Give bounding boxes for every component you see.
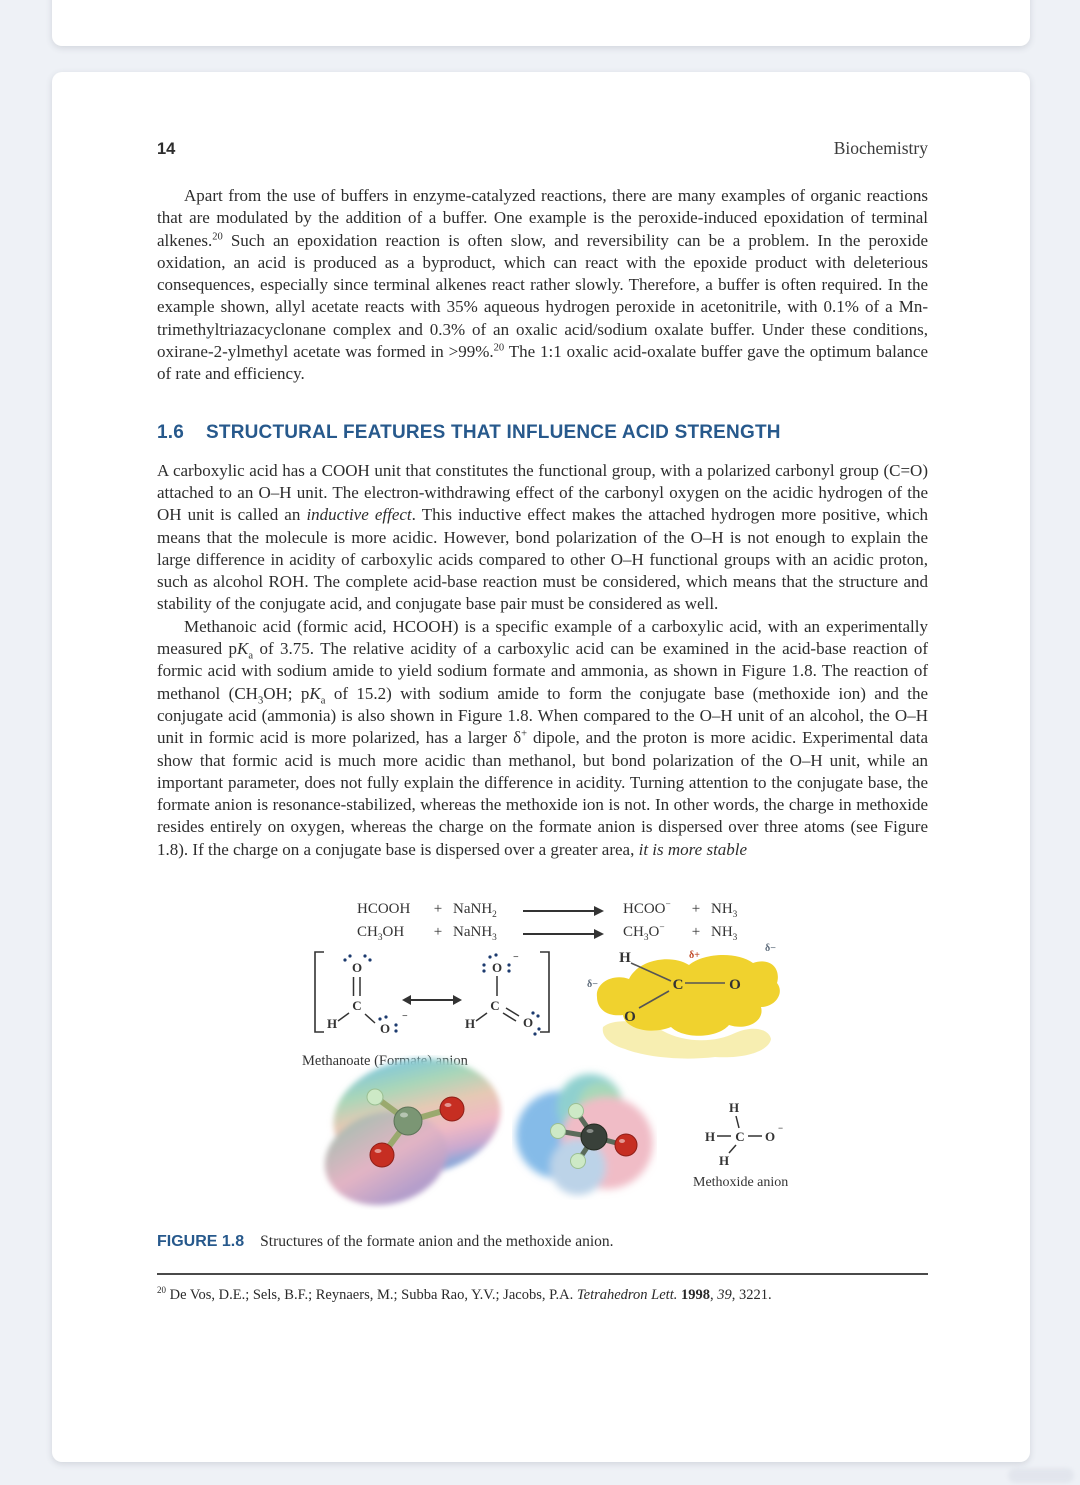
atom-c-label: C <box>735 1129 745 1145</box>
delta-minus-label: δ− <box>587 979 598 991</box>
charge-minus: − <box>402 1011 408 1023</box>
page-content <box>52 72 1030 1304</box>
atom-o-label: O <box>522 1015 534 1031</box>
formate-resonance-diagram <box>307 947 557 1047</box>
oxygen-atom <box>370 1143 394 1167</box>
equation-reagent: NaNH$_2$ <box>453 901 497 921</box>
plus-sign: + <box>433 901 443 918</box>
atom-h-label: H <box>619 950 631 967</box>
delta-minus-label: δ− <box>765 943 776 955</box>
figure-1-8-artwork <box>157 875 928 1227</box>
equation-product: HCOO− <box>623 900 671 918</box>
atom-c-label: C <box>490 998 500 1014</box>
watermark <box>1008 1468 1074 1483</box>
atom-c-label: C <box>672 977 684 994</box>
equation-coproduct: $NH_3$ <box>711 924 738 944</box>
atom-h-label: H <box>718 1153 730 1169</box>
atom-h-label: H <box>326 1016 338 1032</box>
figure-caption-label: FIGURE 1.8 <box>157 1233 245 1251</box>
figure-caption <box>157 1233 928 1251</box>
paragraph: Apart from the use of buffers in enzyme-catalyzed reactions, there are many examples of organic reactions that are modulated by the addition of a buffer. One example is the peroxide-induced epoxidation of terminal alkenes.$^{20}$ Such an epoxidation reaction is often slow, and reversibility can be a problem. In the peroxide oxidation, an acid is produced as a byproduct, which can react with the epoxide product with deleterious consequences, especially since terminal alkenes react rather slowly. Therefore, a buffer is often required. In the example shown, allyl acetate reacts with 35% aqueous hydrogen peroxide in acetonitrile, with 0.1% of a Mn-trimethyltriazacyclonane complex and 0.3% of an oxalic acid/sodium oxalate buffer. Under these conditions, oxirane-2-ylmethyl acetate was formed in >99%.$^{20}$ The 1:1 oxalic acid-oxalate buffer gave the optimum balance of rate and efficiency. <box>157 186 928 384</box>
page-number: 14 <box>157 140 176 158</box>
atom-o-label: O <box>351 960 363 976</box>
atom-c-label: C <box>352 998 362 1014</box>
charge-minus: − <box>513 952 519 964</box>
equation-row <box>357 901 761 924</box>
section-heading <box>157 422 928 444</box>
oxygen-atom <box>440 1097 464 1121</box>
oxygen-atom <box>615 1134 637 1156</box>
methoxide-caption: Methoxide anion <box>693 1175 789 1191</box>
atom-o-label: O <box>624 1009 636 1026</box>
equation-coproduct: $NH_3$ <box>711 901 738 921</box>
atom-o-label: O <box>379 1021 391 1037</box>
previous-page-edge <box>52 0 1030 46</box>
paragraph-block-1 <box>157 185 928 386</box>
atom-h-label: H <box>728 1100 740 1116</box>
hydrogen-atom <box>551 1124 566 1139</box>
formate-polarization-model <box>585 935 785 1070</box>
equation-reactant: HCOOH <box>357 901 411 918</box>
paragraph: A carboxylic acid has a COOH unit that constitutes the functional group, with a polarized carbonyl group (C=O) attached to an O–H unit. The electron-withdrawing effect of the carbonyl oxygen on the acidic hydrogen of the OH unit is called an inductive effect. This inductive effect makes the attached hydrogen more positive, which means that the molecule is more acidic. However, bond polarization of the O–H is not enough to explain the large difference in acidity of carboxylic acids compared to other O–H functional groups with an acidic proton, such as alcohol ROH. The complete acid-base reaction must be considered, which means that the structure and stability of the conjugate acid, and conjugate base pair must be considered as well. <box>157 460 929 614</box>
formate-esp-map <box>320 1055 505 1210</box>
equation-reagent: NaNH$_3$ <box>453 924 497 944</box>
plus-sign: + <box>433 924 443 941</box>
charge-minus: − <box>778 1123 784 1134</box>
methoxide-structure <box>700 1095 795 1173</box>
carbon-atom <box>394 1107 422 1135</box>
atom-h-label: H <box>704 1129 716 1145</box>
delta-plus-label: δ+ <box>689 950 700 962</box>
equation-product: $CH_3O^-$ <box>623 923 665 944</box>
paragraph-block-2 <box>157 460 928 861</box>
plus-sign: + <box>691 901 701 918</box>
formate-caption: Methanoate (Formate) anion <box>302 1053 468 1070</box>
running-head <box>157 138 928 159</box>
atom-o-label: O <box>764 1129 776 1145</box>
section-title: STRUCTURAL FEATURES THAT INFLUENCE ACID STRENGTH <box>206 421 781 443</box>
book-page <box>52 72 1030 1462</box>
hydrogen-atom <box>571 1154 586 1169</box>
paragraph: Methanoic acid (formic acid, HCOOH) is a specific example of a carboxylic acid, with an experimentally measured $pK_a$ of 3.75. The relative acidity of a carboxylic acid can be examined in the acid-base reaction of formic acid with sodium amide to yield sodium formate and ammonia, as shown in Figure 1.8. The reaction of methanol ($CH_3OH$; $pK_a$ of 15.2) with sodium amide to form the conjugate base (methoxide ion) and the conjugate acid (ammonia) is also shown in Figure 1.8. When compared to the O–H unit of an alcohol, the O–H unit in formic acid is more polarized, has a larger δ+ dipole, and the proton is more acidic. Experimental data show that formic acid is much more acidic than methanol, but bond polarization of the O–H unit, while an important parameter, does not fully explain the difference in acidity. Turning attention to the conjugate base, the formate anion is resonance-stabilized, whereas the methoxide ion is not. In other words, the charge in methoxide resides entirely on oxygen, whereas the charge on the formate anion is dispersed over three atoms (see Figure 1.8). If the charge on a conjugate base is dispersed over a greater area, it is more stable <box>157 616 929 859</box>
footnote: $^{20}$ De Vos, D.E.; Sels, B.F.; Reynaers, M.; Subba Rao, Y.V.; Jacobs, P.A. Tetrahedron Lett. 1998, 39, 3221. <box>157 1285 772 1303</box>
footnote-rule <box>157 1273 928 1275</box>
atom-o-label: O <box>729 977 741 994</box>
running-head-title: Biochemistry <box>833 138 928 158</box>
figure-caption-text: Structures of the formate anion and the methoxide anion. <box>260 1233 614 1251</box>
plus-sign: + <box>691 924 701 941</box>
section-number: 1.6 <box>157 421 185 443</box>
hydrogen-atom <box>367 1089 383 1105</box>
methoxide-esp-map <box>512 1065 657 1200</box>
equation-reactant: $CH_3OH$ <box>357 924 405 944</box>
reaction-arrow <box>523 910 595 912</box>
hydrogen-atom <box>569 1104 584 1119</box>
atom-h-label: H <box>464 1016 476 1032</box>
atom-o-label: O <box>491 960 503 976</box>
carbon-atom <box>581 1124 607 1150</box>
